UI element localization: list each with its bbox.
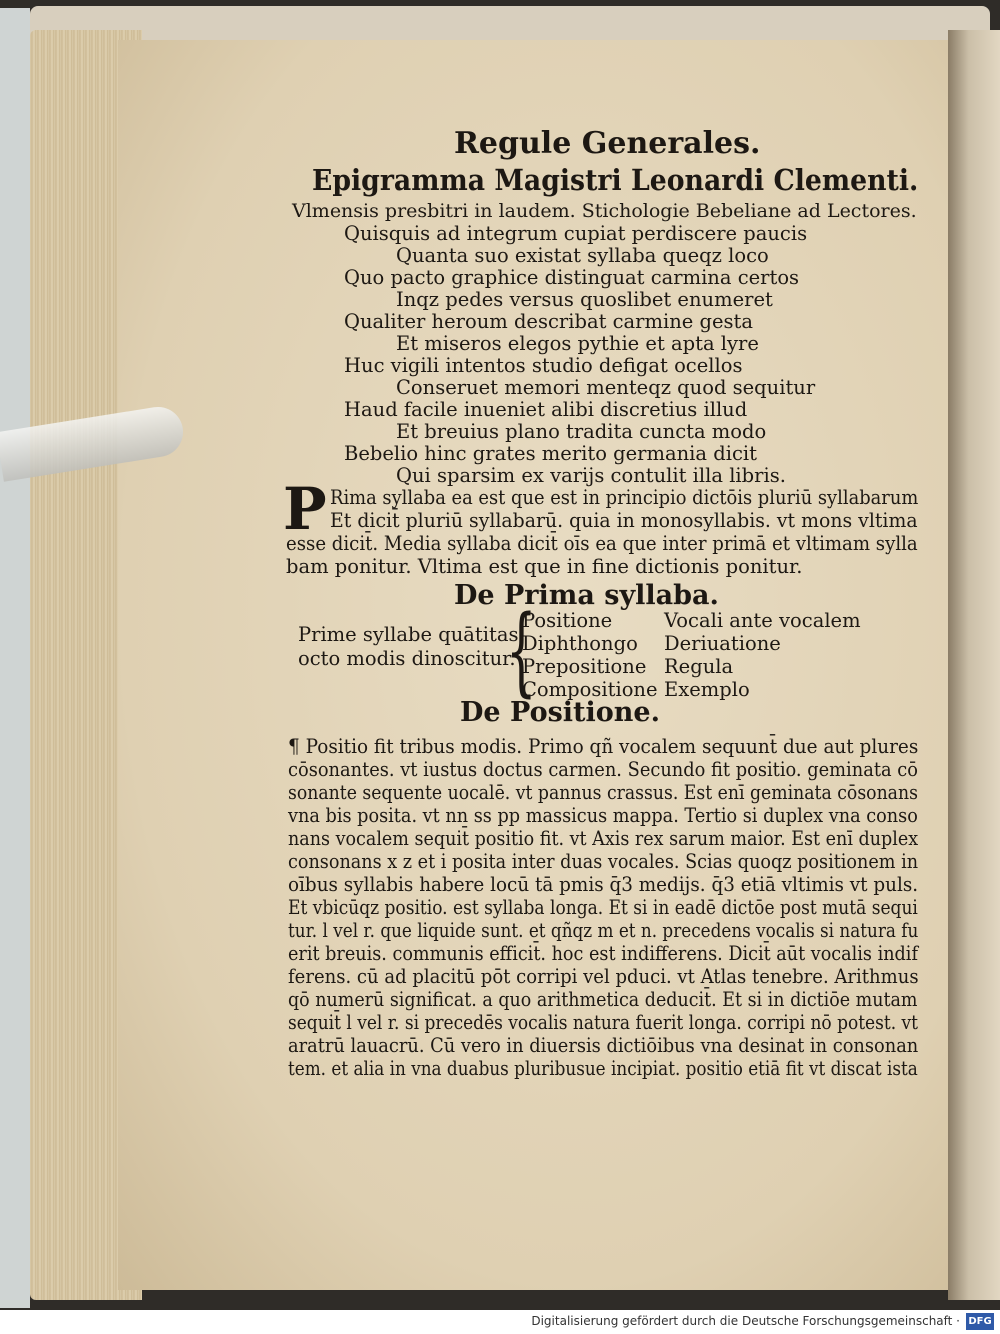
verse-line: Quo pacto graphice distinguat carmina certos <box>344 266 800 289</box>
footer-credit: Digitalisierung gefördert durch die Deutsche Forschungsgemeinschaft · <box>531 1314 960 1328</box>
prose-line: tur. l vel r. que liquide sunt. et qñqz m et n. precedens vocalis si natura fu <box>288 919 919 942</box>
table-right-item: Vocali ante vocalem <box>664 609 861 632</box>
prose-line: esse dicit̄. Media syllaba dicit̄ oīs ea que inter primā et vltimam sylla <box>286 532 918 555</box>
prose-line: vna bis posita. vt nn ss pp massicus mappa. Tertio si duplex vna conso <box>288 804 918 827</box>
intro-line: Vlmensis presbitri in laudem. Stichologie Bebeliane ad Lectores. <box>292 200 917 222</box>
prose-line: ferens. cū ad placitū pōt corripi vel pduci. vt Atlas tenebre. Arithmus <box>288 965 919 988</box>
book-gutter <box>948 30 1000 1300</box>
prose-line: tem. et alia in vna duabus pluribusue incipiat. positio etiā fit vt discat ista <box>288 1057 918 1080</box>
verse-line: Quisquis ad integrum cupiat perdiscere paucis <box>344 222 808 245</box>
page-title: Regule Generales. <box>454 126 761 161</box>
prose-line: nans vocalem sequit̄ positio fit. vt Axis rex sarum maior. Est enī duplex <box>288 827 919 850</box>
prose-line: ¶ Positio fit tribus modis. Primo qñ vocalem sequunt̄ due aut plures <box>288 735 919 758</box>
section-heading-positione: De Positione. <box>460 697 660 728</box>
verse-line: Qualiter heroum describat carmine gesta <box>344 310 753 333</box>
table-middle-item: Prepositione <box>522 655 647 678</box>
verse-line: Et miseros elegos pythie et apta lyre <box>396 332 759 355</box>
prose-line: aratrū lauacrū. Cū vero in diuersis dictiōibus vna desinat in consonan <box>288 1034 919 1057</box>
verse-line: Conseruet memori menteqz quod sequitur <box>396 376 816 399</box>
prose-line: consonans x z et i posita inter duas vocales. Scias quoqz positionem in <box>288 850 919 873</box>
table-right-item: Deriuatione <box>664 632 781 655</box>
footer-bar <box>0 1310 1000 1334</box>
prose-line: sonante sequente uocalē. vt pannus crassus. Est enī geminata cōsonans <box>288 781 918 804</box>
verse-line: Haud facile inueniet alibi discretius illud <box>344 398 748 421</box>
prose-line: oībus syllabis habere locū tā pmis q̄3 medijs. q̄3 etiā vltimis vt puls. <box>288 873 919 896</box>
table-middle-item: Diphthongo <box>522 632 638 655</box>
verse-line: Et breuius plano tradita cuncta modo <box>396 420 767 443</box>
verse-line: Qui sparsim ex varijs contulit illa libris. <box>396 464 786 487</box>
prose-line: Et dicit̄ pluriū syllabarū. quia in monosyllabis. vt mons vltima <box>330 509 918 532</box>
prose-line: qō numerū significat. a quo arithmetica deducit̄. Et si in dictiōe mutam <box>288 988 918 1011</box>
table-middle-item: Compositione <box>522 678 658 701</box>
prose-line: erit breuis. communis efficit̄. hoc est indifferens. Dicit̄ aūt vocalis indif <box>288 942 918 965</box>
brace-glyph: { <box>506 596 537 708</box>
dfg-logo: DFG <box>966 1313 994 1330</box>
prose-line: cōsonantes. vt iustus doctus carmen. Secundo fit positio. geminata cō <box>288 758 918 781</box>
prose-line: bam ponitur. Vltima est que in fine dictionis ponitur. <box>286 555 803 578</box>
prose-line: Et vbicūqz positio. est syllaba longa. Et si in eadē dictōe post mutā sequi <box>288 896 918 919</box>
table-left-line: octo modis dinoscitur. <box>298 647 516 670</box>
verse-line: Bebelio hinc grates merito germania dicit <box>344 442 757 465</box>
verse-line: Quanta suo existat syllaba queqz loco <box>396 244 769 267</box>
text-block <box>118 40 948 1290</box>
table-right-item: Regula <box>664 655 734 678</box>
page-subtitle: Epigramma Magistri Leonardi Clementi. <box>312 163 919 197</box>
table-middle-item: Positione <box>522 609 613 632</box>
prose-line: Rima syllaba ea est que est in principio dictōis pluriū syllabarum <box>330 486 919 509</box>
verse-line: Inqz pedes versus quoslibet enumeret <box>396 288 773 311</box>
drop-capital: P <box>283 475 327 543</box>
prose-line: sequit̄ l vel r. si precedēs vocalis natura fuerit longa. corripi nō potest. vt <box>288 1011 919 1034</box>
verse-line: Huc vigili intentos studio defigat ocellos <box>344 354 743 377</box>
table-right-item: Exemplo <box>664 678 750 701</box>
scanner-strip <box>0 8 30 1308</box>
book-page <box>118 40 948 1290</box>
table-left-line: Prime syllabe quātitas <box>298 623 519 646</box>
section-heading-prima: De Prima syllaba. <box>454 580 719 611</box>
